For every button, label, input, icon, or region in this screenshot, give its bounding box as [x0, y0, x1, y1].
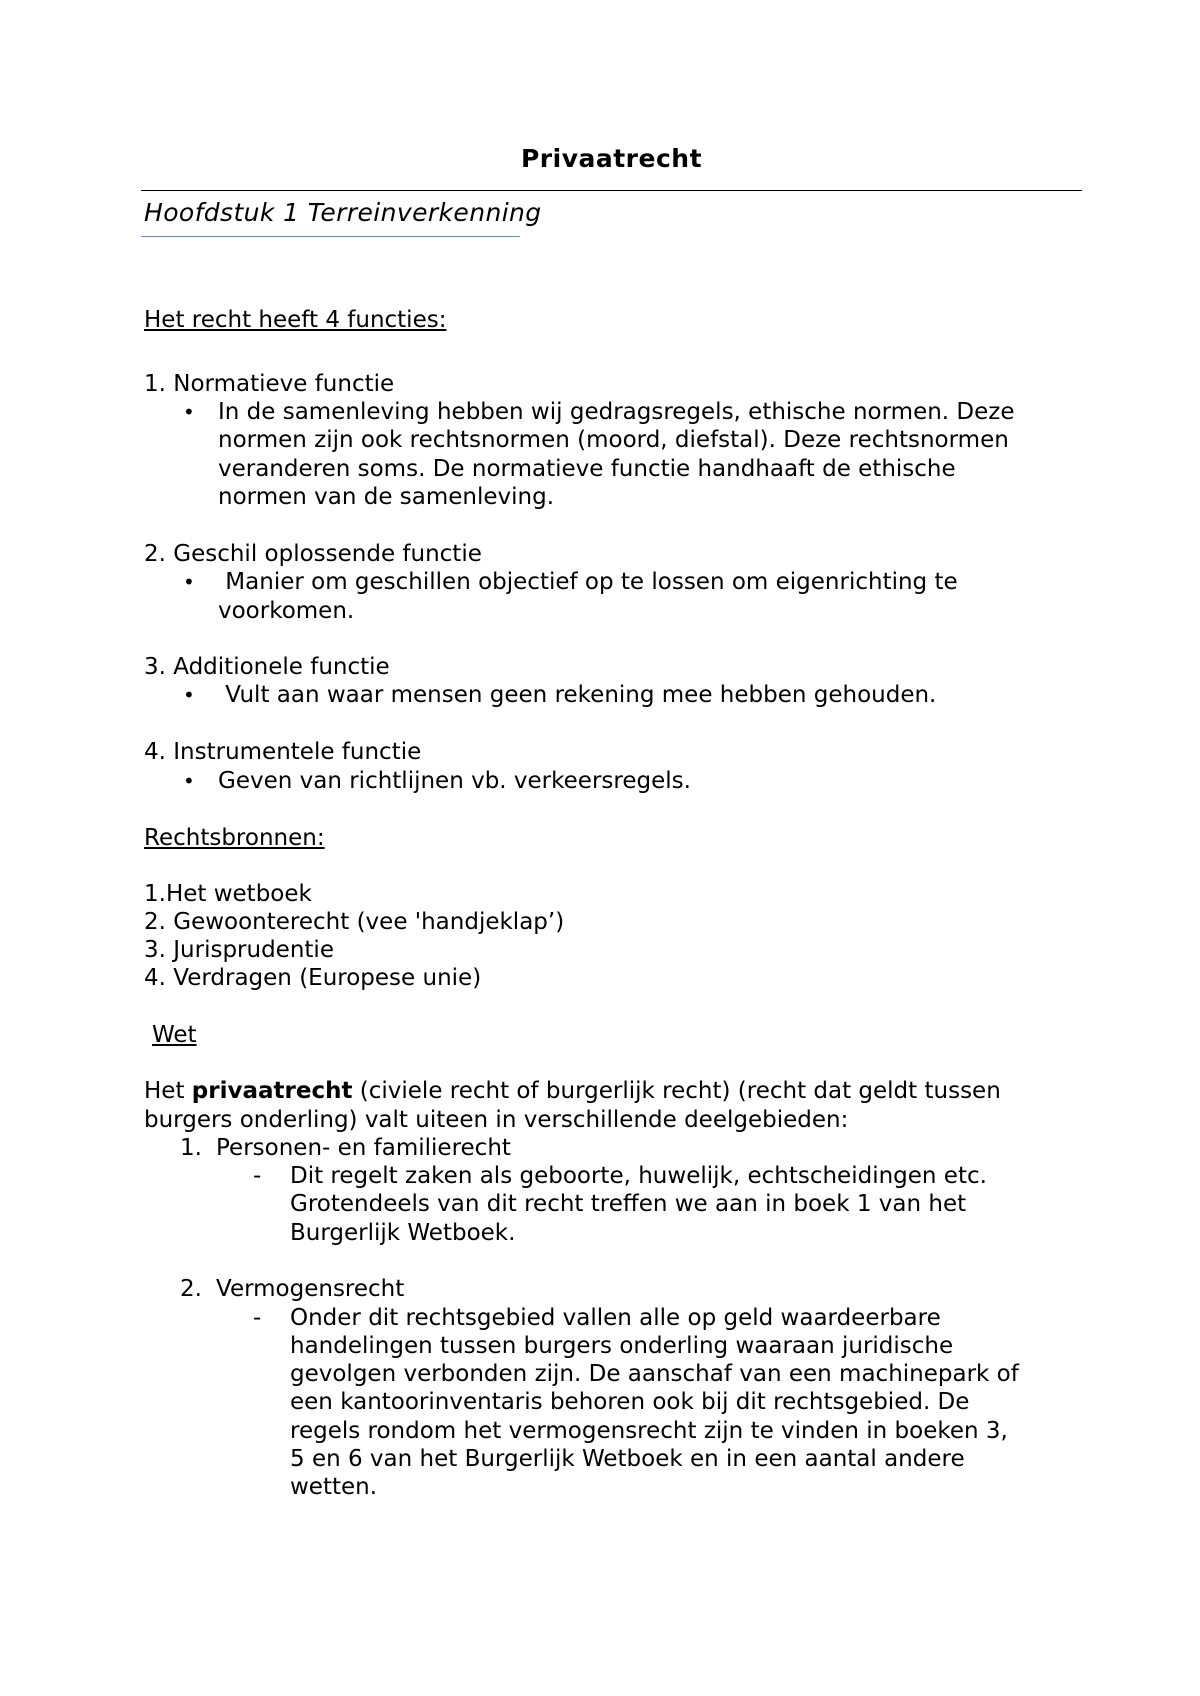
bullet-icon: • — [183, 570, 195, 594]
function-label: 3. Additionele functie — [144, 654, 390, 680]
intro-line — [144, 1077, 1001, 1106]
area-number: 2. — [180, 1276, 202, 1302]
title-divider — [141, 190, 1082, 191]
function-description-line: normen van de samenleving. — [218, 484, 555, 510]
sources-heading: Rechtsbronnen: — [144, 825, 325, 851]
intro-line: burgers onderling) valt uiteen in verschillende deelgebieden: — [144, 1107, 849, 1133]
bullet-icon: • — [183, 400, 195, 424]
document-title: Privaatrecht — [520, 144, 703, 173]
source-item: 4. Verdragen (Europese unie) — [144, 965, 482, 991]
area-description-line: een kantoorinventaris behoren ook bij dit rechtsgebied. De — [290, 1389, 970, 1415]
area-description-line: handelingen tussen burgers onderling waaraan juridische — [290, 1333, 954, 1359]
function-description-line: Geven van richtlijnen vb. verkeersregels. — [218, 768, 691, 794]
function-description-line: normen zijn ook rechtsnormen (moord, diefstal). Deze rechtsnormen — [218, 427, 1009, 453]
chapter-divider — [141, 236, 520, 237]
source-item: 3. Jurisprudentie — [144, 937, 334, 963]
function-description-line: Manier om geschillen objectief op te lossen om eigenrichting te — [218, 569, 958, 595]
intro-suffix: (civiele recht of burgerlijk recht) (recht dat geldt tussen — [352, 1078, 1001, 1104]
area-description-line: 5 en 6 van het Burgerlijk Wetboek en in een aantal andere — [290, 1446, 965, 1472]
dash-marker: - — [253, 1305, 262, 1331]
intro-bold-term: privaatrecht — [191, 1078, 353, 1104]
area-description-line: regels rondom het vermogensrecht zijn te vinden in boeken 3, — [290, 1418, 1008, 1444]
intro-prefix: Het — [144, 1078, 192, 1104]
area-description-line: gevolgen verbonden zijn. De aanschaf van een machinepark of — [290, 1361, 1019, 1387]
area-description-line: Onder dit rechtsgebied vallen alle op geld waardeerbare — [290, 1305, 941, 1331]
function-description-line: veranderen soms. De normatieve functie handhaaft de ethische — [218, 456, 956, 482]
area-number: 1. — [180, 1135, 202, 1161]
area-description-line: Burgerlijk Wetboek. — [290, 1220, 516, 1246]
source-item: 1.Het wetboek — [144, 881, 312, 907]
source-item: 2. Gewoonterecht (vee 'handjeklap’) — [144, 909, 565, 935]
area-description-line: Dit regelt zaken als geboorte, huwelijk, echtscheidingen etc. — [290, 1163, 987, 1189]
function-label: 1. Normatieve functie — [144, 371, 395, 397]
area-label: Vermogensrecht — [216, 1276, 405, 1302]
dash-marker: - — [253, 1163, 262, 1189]
function-description-line: Vult aan waar mensen geen rekening mee hebben gehouden. — [218, 682, 937, 708]
wet-heading: Wet — [152, 1022, 197, 1048]
area-description-line: Grotendeels van dit recht treffen we aan in boek 1 van het — [290, 1191, 967, 1217]
function-label: 2. Geschil oplossende functie — [144, 541, 482, 567]
function-description-line: voorkomen. — [218, 598, 355, 624]
bullet-icon: • — [183, 769, 195, 793]
chapter-heading: Hoofdstuk 1 Terreinverkenning — [144, 198, 542, 227]
bullet-icon: • — [183, 683, 195, 707]
function-description-line: In de samenleving hebben wij gedragsregels, ethische normen. Deze — [218, 399, 1015, 425]
area-label: Personen- en familierecht — [216, 1135, 511, 1161]
functions-heading: Het recht heeft 4 functies: — [144, 307, 447, 333]
function-label: 4. Instrumentele functie — [144, 739, 422, 765]
area-description-line: wetten. — [290, 1474, 378, 1500]
